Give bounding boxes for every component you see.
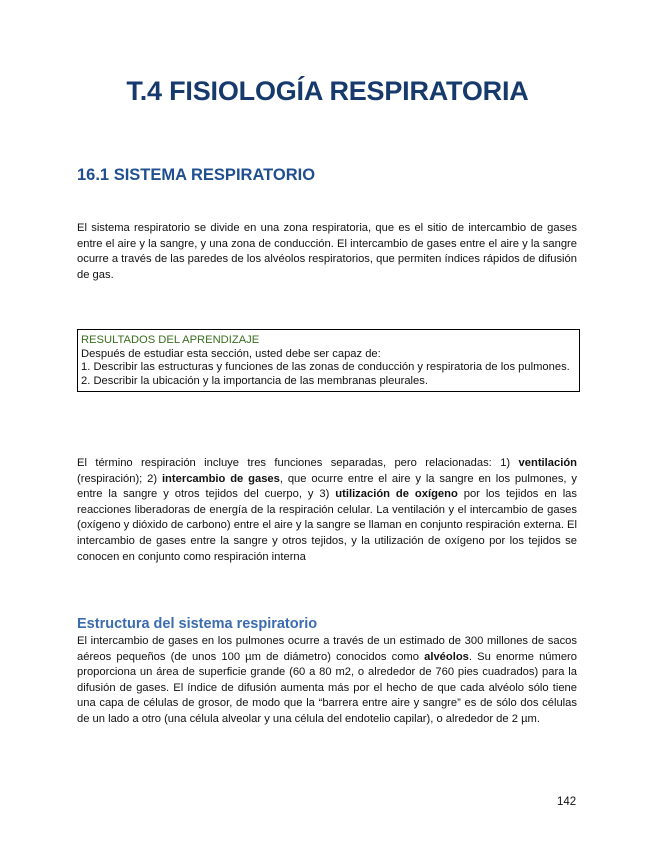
structure-text-1: El intercambio de gases en los pulmones ocurre a través de un estimado de 300 millones de sacos aéreos pequeños (de unos 100 µm de diámetro) conocidos como [77, 635, 577, 663]
intro-paragraph: El sistema respiratorio se divide en una zona respiratoria, que es el sitio de intercambio de gases entre el aire y la sangre, y una zona de conducción. El intercambio de gases entre el aire y la sangre ocurre a través de las paredes de los alvéolos respiratorios, que permiten índices rápidos de difusión de gas. [77, 222, 577, 281]
learning-outcomes-box [77, 329, 580, 392]
term-intercambio-gases: intercambio de gases [161, 472, 280, 485]
term-ventilacion: ventilación [518, 457, 577, 469]
respiration-text-4: por los tejidos en las reacciones liberadoras de energía de la respiración celular. La ventilación y el intercambio de gases (oxígeno y dióxido de carbono) entre el aire y la sangre se llaman en conjunto respiración externa. El intercambio de gases entre la sangre y otros tejidos, y la utilización de oxígeno por los tejidos se conocen en conjunto como respiración interna [77, 488, 577, 563]
respiration-text-3: , que ocurre entre el aire y la sangre en los pulmones, y entre la sangre y otros tejidos del cuerpo, y 3) [77, 472, 577, 501]
respiration-text-2: (respiración); 2) [77, 472, 162, 485]
term-alveolos: alvéolos [424, 650, 469, 663]
respiration-paragraph [77, 456, 577, 565]
section-title: 16.1 SISTEMA RESPIRATORIO [77, 166, 316, 184]
respiration-text-1: El término respiración incluye tres funciones separadas, pero relacionadas: 1) [77, 457, 519, 469]
structure-paragraph [77, 634, 577, 728]
subsection-heading: Estructura del sistema respiratorio [77, 616, 318, 632]
learning-outcomes-intro: Después de estudiar esta sección, usted debe ser capaz de: [81, 347, 381, 360]
learning-outcome-item-1: 1. Describir las estructuras y funciones de las zonas de conducción y respiratoria de los pulmones. [81, 361, 570, 374]
page-number: 142 [557, 796, 577, 808]
term-utilizacion-oxigeno: utilización de oxígeno [335, 488, 458, 501]
learning-outcomes-heading: RESULTADOS DEL APRENDIZAJE [81, 334, 260, 346]
page-title: T.4 FISIOLOGÍA RESPIRATORIA [126, 76, 529, 106]
learning-outcome-item-2: 2. Describir la ubicación y la importancia de las membranas pleurales. [81, 374, 428, 387]
structure-text-2: . Su enorme número proporciona un área de superficie grande (60 a 80 m2, o alrededor de 760 pies cuadrados) para la difusión de gases. El índice de difusión aumenta más por el hecho de que cada alvéolo sólo tiene una capa de células de grosor, de modo que la “barrera entre aire y sangre” es de sólo dos células de un lado a otro (una célula alveolar y una célula del endotelio capilar), o alrededor de 2 µm. [77, 650, 578, 725]
